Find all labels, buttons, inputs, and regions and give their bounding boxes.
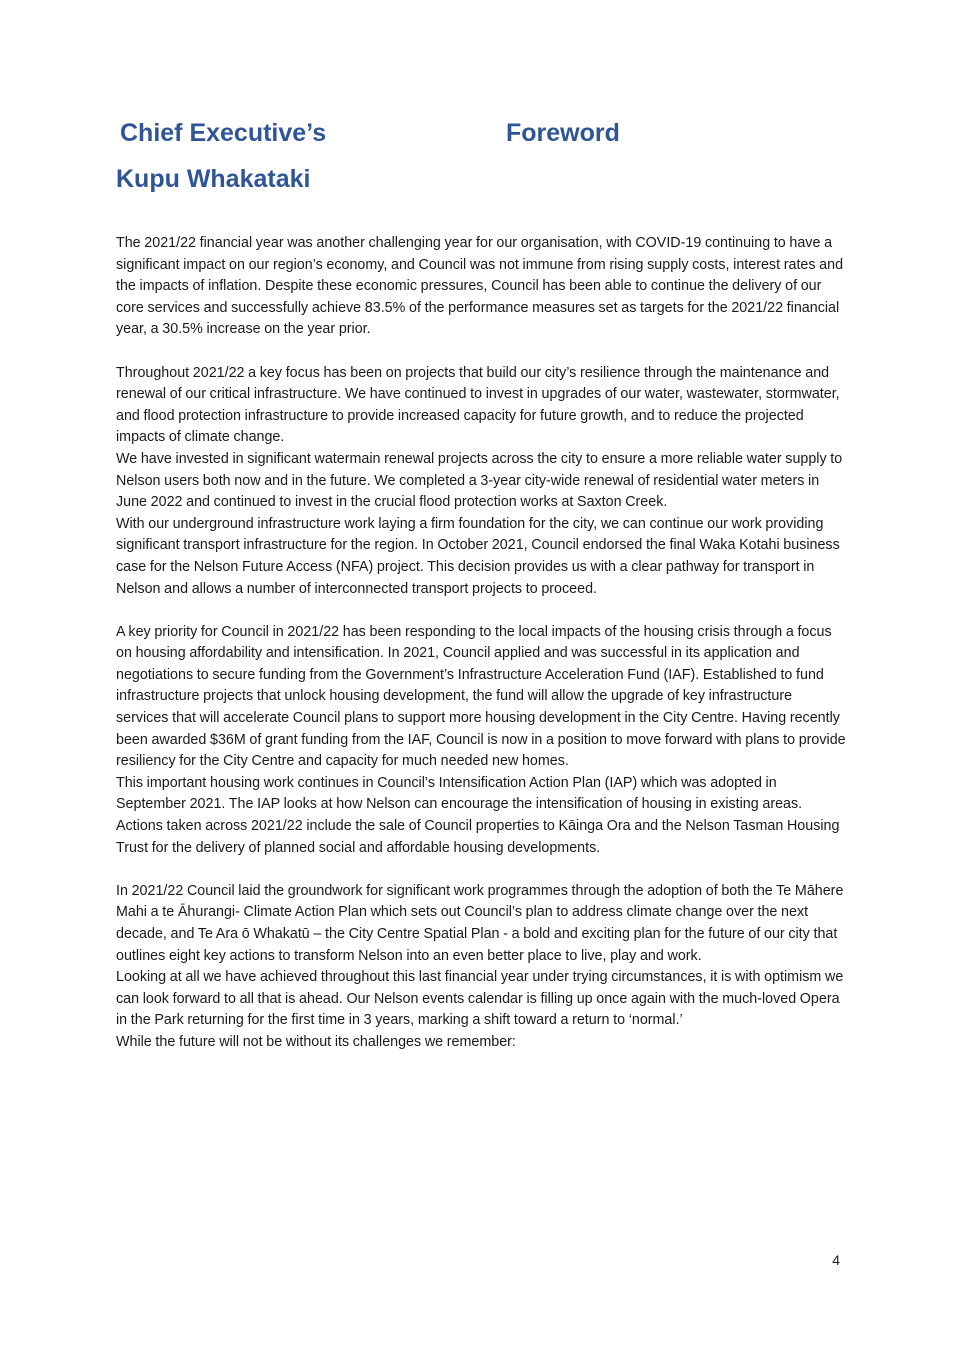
paragraph-challenges: While the future will not be without its challenges we remember: [116,1033,516,1050]
page-number: 4 [832,1252,840,1268]
page-title-chief-executive: Chief Executive’s [120,119,327,147]
paragraph-resilience: Throughout 2021/22 a key focus has been on projects that build our city’s resilience through the maintenance and renewal of our critical infrastructure. We have continued to invest in upgrades of our water, wastewater, stormwater, and flood protection infrastructure to provide increased capacity for future growth, and to reduce the projected impacts of climate change. [116,364,840,446]
paragraph-watermain: We have invested in significant watermain renewal projects across the city to ensure a more reliable water supply to Nelson users both now and in the future. We completed a 3-year city-wide renewal of residential water meters in June 2022 and continued to invest in the crucial flood protection works at Saxton Creek. [116,450,843,511]
paragraph-climate-action: In 2021/22 Council laid the groundwork for significant work programmes through the adoption of both the Te Māhere Mahi a te Āhurangi- Climate Action Plan which sets out Council’s plan to address climate change over the next decade, and Te Ara ō Whakatū – the City Centre Spatial Plan - a bold and exciting plan for the future of our city that outlines eight key actions to transform Nelson into an even better place to live, play and work. [116,882,844,964]
page-title-foreword: Foreword [506,119,620,147]
paragraph-financial-year: The 2021/22 financial year was another challenging year for our organisation, with COVID-19 continuing to have a significant impact on our region’s economy, and Council was not immune from rising supply costs, interest rates and the impacts of inflation. Despite these economic pressures, Council has been able to continue the delivery of our core services and successfully achieve 83.5% of the performance measures set as targets for the 2021/22 financial year, a 30.5% increase on the year prior. [116,235,844,338]
paragraph-transport: With our underground infrastructure work laying a firm foundation for the city, we can continue our work providing significant transport infrastructure for the region. In October 2021, Council endorsed the final Waka Kotahi business case for the Nelson Future Access (NFA) project. This decision provides us with a clear pathway for transport in Nelson and allows a number of interconnected transport projects to proceed. [116,515,840,597]
paragraph-intensification: This important housing work continues in Council’s Intensification Action Plan (IAP) which was adopted in September 2021. The IAP looks at how Nelson can encourage the intensification of housing in existing areas. Actions taken across 2021/22 include the sale of Council properties to Kāinga Ora and the Nelson Tasman Housing Trust for the delivery of planned social and affordable housing developments. [116,774,840,856]
body-text [116,233,846,1054]
paragraph-optimism: Looking at all we have achieved throughout this last financial year under trying circumstances, it is with optimism we can look forward to all that is ahead. Our Nelson events calendar is filling up once again with the much-loved Opera in the Park returning for the first time in 3 years, marking a shift toward a return to ‘normal.’ [116,969,844,1029]
page-subtitle: Kupu Whakataki [116,165,311,193]
paragraph-housing-priority: A key priority for Council in 2021/22 has been responding to the local impacts of the housing crisis through a focus on housing affordability and intensification. In 2021, Council applied and was successful in its application and negotiations to secure funding from the Government’s Infrastructure Acceleration Fund (IAF). Established to fund infrastructure projects that unlock housing development, the fund will allow the upgrade of key infrastructure services that will accelerate Council plans to support more housing development in the City Centre. Having recently been awarded $36M of grant funding from the IAF, Council is now in a position to move forward with plans to provide resiliency for the City Centre and capacity for much needed new homes. [116,623,846,770]
